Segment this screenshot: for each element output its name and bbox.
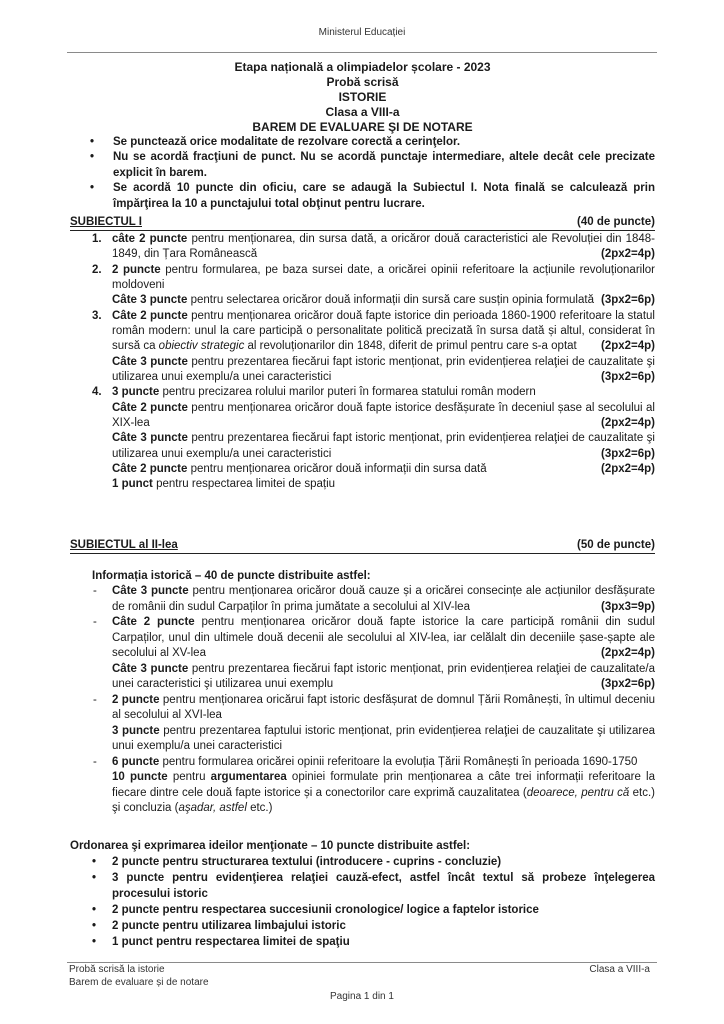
item-number: 3. [92,309,102,322]
criterion-text: pentru menționarea oricăror două fapte istorice din perioada 1860-1900 referitoare la statul român modern: unul la care participă o personalitate politică precizată în sursa dată și altul, considerat în sursă ca [112,309,655,353]
ordering-heading: Ordonarea şi exprimarea ideilor menţionate – 10 puncte distribuite astfel: [70,840,471,852]
ordering-text: 2 puncte pentru structurarea textului (introducere - cuprins - concluzie) [112,856,502,868]
bullet-icon: • [92,904,97,916]
rule-text: Se punctează orice modalitate de rezolvare corectă a cerinţelor. [113,136,461,148]
criterion-points: 6 puncte [112,755,160,768]
ordering-text: 1 punct pentru respectarea limitei de spaţiu [112,936,350,948]
criterion [112,693,655,724]
page-header-ministry: Ministerul Educației [318,27,406,38]
criterion-points: Câte 2 puncte [112,309,188,322]
item-number: 1. [92,233,102,245]
bullet-icon: • [90,136,95,148]
criterion-text: al revoluționarilor din 1848, diferit de primul pentru care s-a optat [244,340,577,353]
ordering-item [70,934,655,950]
ordering-item [70,902,655,918]
criterion-score: (3px2=6p) [600,370,655,383]
criterion-text: pentru menționarea oricăror două informații din sursa dată [187,462,487,475]
item-number: 2. [92,263,102,276]
criterion-text: pentru menționarea oricărui fapt istoric desfășurat de domnul Țării Românești, în ultimul deceniu al secolului al XVI-lea [112,693,655,722]
criterion [112,584,655,615]
subject-2-criterion-group [70,615,655,692]
bullet-icon: • [92,920,97,932]
ordering-text: 2 puncte pentru utilizarea limbajului istoric [112,920,346,932]
item-number: 4. [92,386,102,399]
bullet-icon: • [92,856,97,868]
criterion-text: pentru respectarea limitei de spațiu [152,478,336,491]
rule-text: Nu se acordă fracţiuni de punct. Nu se acordă punctaje intermediare, altele decât cele precizate explicit în barem. [113,151,655,179]
criterion-text: pentru menționarea, din sursa dată, a oricăror două caracteristici ale Revoluției din 1848-1849, din Țara Românească [112,233,655,261]
ordering-text: 2 puncte pentru respectarea succesiunii cronologice/ logice a faptelor istorice [112,904,539,916]
title-line-contest: Etapa națională a olimpiadelor școlare - 2023 [234,60,491,74]
criterion [112,724,655,755]
criterion [112,662,655,693]
section-title: SUBIECTUL al II-lea [70,539,178,551]
criterion-points: 2 puncte [112,693,160,706]
criterion-text: pentru menționarea oricăror două cauze și a oricărei consecințe ale acțiunilor desfășurate de românii din sudul Carpaților în prima jumătate a secolului al XIV-lea [112,585,655,613]
page-number: Pagina 1 din 1 [330,991,394,1002]
subject-2-criterion-group [70,584,655,615]
dash-marker: - [93,755,97,768]
criterion-example: aşadar, astfel [178,802,247,815]
info-heading: Informația istorică – 40 de puncte distribuite astfel: [92,570,371,582]
criterion-text: pentru prezentarea fiecărui fapt istoric menționat, prin evidențierea relaţiei de cauzalitate şi utilizarea unui exemplu/a unei caracteristici [112,355,655,383]
subject-1-items [70,232,655,493]
criterion-text: etc.) şi concluzia ( [112,786,656,815]
criterion [112,355,655,386]
criterion-text: pentru menționarea oricăror două fapte istorice desfășurate în deceniul șase al secolului al XIX-lea [112,401,655,429]
section-points: (40 de puncte) [577,216,655,228]
criterion-text: etc.) [246,802,273,815]
subject-1-item-4 [70,385,655,492]
criterion-score: (3px3=9p) [600,600,655,613]
subject-1-item-1 [70,232,655,263]
ordering-item [70,918,655,934]
bullet-icon: • [90,182,95,195]
rule-text: Se acordă 10 puncte din oficiu, care se adaugă la Subiectul I. Nota finală se calculează prin împărţirea la 10 a punctajului total obţinut pentru lucrare. [113,182,655,210]
criterion-points: câte 2 puncte [112,233,188,245]
bullet-icon: • [92,936,97,948]
criterion-score: (2px2=4p) [600,647,655,660]
section-heading-subject-1 [70,215,655,231]
subject-2-criterion-group [70,755,655,817]
document-title [70,60,655,135]
subject-2-items [70,569,655,817]
section-title: SUBIECTUL I [70,216,142,228]
subject-1-item-2 [70,263,655,309]
criterion-points: Câte 3 puncte [112,432,188,445]
criterion-score: (2px2=4p) [600,340,655,353]
rule-item [70,181,655,212]
criterion [112,462,655,477]
criterion-text: pentru formularea oricărei opinii referitoare la evoluția Țării Românești în perioada 1690-1750 [159,755,638,768]
criterion-score: (3px2=6p) [600,678,655,691]
subject-2-criterion-group [70,693,655,755]
criterion-text: pentru formularea, pe baza sursei date, a oricărei opinii referitoare la acțiunile revoluționarilor moldoveni [112,263,655,291]
criterion-points: Câte 3 puncte [112,662,189,675]
dash-marker: - [93,585,97,598]
criterion-text: pentru precizarea rolului marilor puteri în formarea statului român modern [159,386,536,399]
rule-item [70,150,655,181]
rule-item [70,135,655,150]
general-rules [70,135,655,212]
title-line-exam-type: Probă scrisă [326,74,399,89]
title-line-barem: BAREM DE EVALUARE ŞI DE NOTARE [252,119,473,134]
criterion-points: 2 puncte [112,263,161,276]
header-divider [67,52,657,53]
section-heading-subject-2 [70,538,655,554]
criterion-score: (3px2=6p) [600,447,655,460]
criterion-text: pentru prezentarea fiecărui fapt istoric menționat, prin evidențierea relaţiei de cauzalitate/a unei caracteristici şi utilizarea unui exemplu [112,662,655,691]
criterion [112,755,655,770]
criterion-points: 3 puncte [112,724,160,737]
criterion-text: pentru prezentarea fiecărui fapt istoric menționat, prin evidențierea relaţiei de cauzalitate şi utilizarea unui exemplu/a unei caracteristici [112,432,655,460]
criterion [112,401,655,432]
criterion-score: (2px2=4p) [600,248,655,261]
section-points: (50 de puncte) [577,539,655,551]
criterion-points: Câte 2 puncte [112,401,188,414]
footer-right: Clasa a VIII-a [589,964,650,975]
criterion-points: Câte 2 puncte [112,462,188,475]
ordering-text: 3 puncte pentru evidenţierea relaţiei cauză-efect, astfel încât textul să probeze înţelegerea procesului istoric [112,872,655,900]
footer-left-line-2: Barem de evaluare și de notare [69,977,209,988]
criterion-emphasis: argumentarea [210,771,287,784]
criterion [112,293,655,308]
criterion [112,232,655,263]
criterion-points: Câte 3 puncte [112,355,188,368]
criterion-points: Câte 3 puncte [112,585,189,598]
ordering-section [70,838,655,950]
criterion-text: pentru prezentarea faptului istoric menționat, prin evidențierea relaţiei de cauzalitate şi utilizarea unui exemplu/a unei caracteristici [112,724,655,753]
dash-marker: - [93,693,97,706]
criterion-emphasis: obiectiv strategic [158,340,245,353]
criterion [112,615,655,661]
subject-1-item-3 [70,309,655,386]
criterion [112,431,655,462]
criterion-score: (2px2=4p) [600,462,655,475]
footer-left-line-1: Probă scrisă la istorie [69,964,165,975]
criterion-text: pentru menționarea oricăror două fapte istorice la care participă românii din sudul Carpaților, unul din ultimele două decenii ale secolului al XIV-lea, iar celălalt din deceniile șase-șapte ale secolului al XV-lea [112,616,655,660]
criterion-points: 10 puncte [112,771,168,784]
title-line-subject: ISTORIE [338,89,387,104]
criterion-score: (2px2=4p) [600,416,655,429]
bullet-icon: • [90,151,95,164]
criterion [112,770,655,816]
criterion-text: pentru [167,771,211,784]
criterion [112,477,655,492]
criterion-score: (3px2=6p) [600,294,655,307]
bullet-icon: • [92,872,97,884]
criterion-example: deoarece, pentru că [526,786,630,799]
criterion-text: pentru selectarea oricăror două informații din sursă care susțin opinia formulată [187,294,594,307]
criterion-points: Câte 3 puncte [112,294,188,307]
ordering-item [70,854,655,870]
criterion-points: 1 punct [112,478,153,491]
criterion-points: 3 puncte [112,386,160,399]
criterion [112,309,655,355]
criterion [112,385,655,400]
ordering-item [70,870,655,902]
criterion-points: Câte 2 puncte [112,616,195,629]
criterion [112,263,655,294]
dash-marker: - [93,616,97,629]
criterion-text: opiniei formulate prin menționarea a câte trei informații referitoare la fiecare dintre cele două fapte istorice și a conectorilor care exprimă cauzalitatea ( [112,771,656,799]
title-line-grade: Clasa a VIII-a [325,104,400,119]
